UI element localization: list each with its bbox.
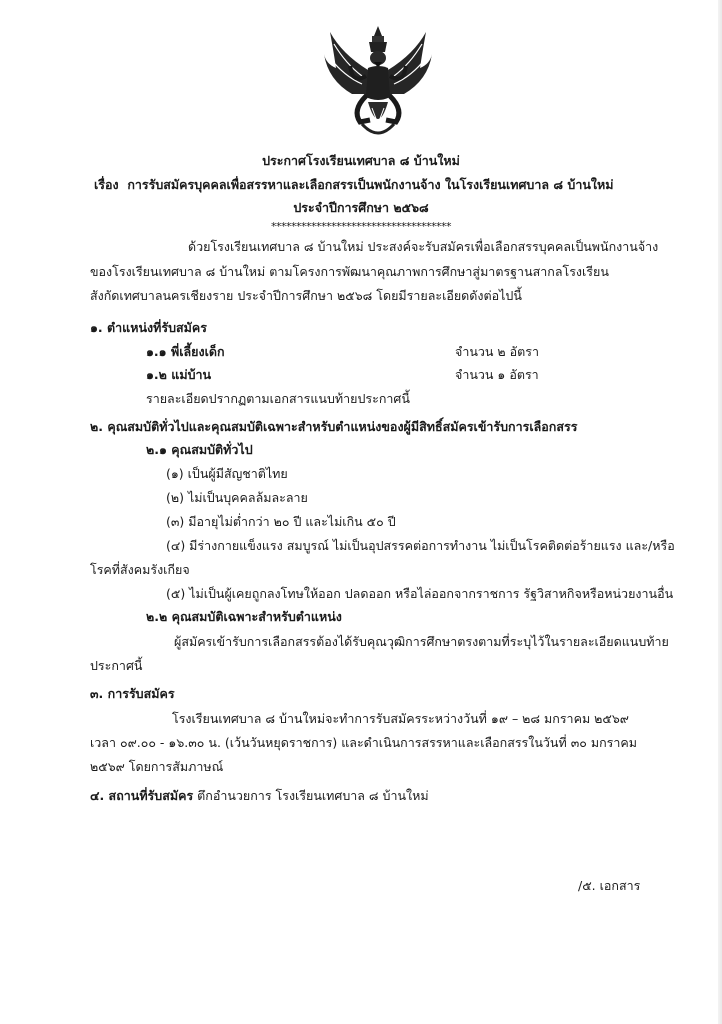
qualification-item-4-cont: โรคที่สังคมรังเกียจ — [90, 562, 190, 577]
section-2-1-heading: ๒.๑ คุณสมบัติทั่วไป — [146, 442, 253, 457]
qualification-item-2: (๒) ไม่เป็นบุคคลล้มละลาย — [166, 490, 308, 505]
intro-line-1: ด้วยโรงเรียนเทศบาล ๘ บ้านใหม่ ประสงค์จะรับสมัครเพื่อเลือกสรรบุคคลเป็นพนักงานจ้าง — [188, 239, 659, 254]
garuda-emblem-icon — [322, 24, 434, 142]
section-2-2-line-1: ผู้สมัครเข้ารับการเลือกสรรต้องได้รับคุณวุฒิการศึกษาตรงตามที่ระบุไว้ในรายละเอียดแนบท้าย — [174, 634, 669, 649]
section-1-heading: ๑. ตำแหน่งที่รับสมัคร — [90, 320, 207, 335]
section-2-heading: ๒. คุณสมบัติทั่วไปและคุณสมบัติเฉพาะสำหรับตำแหน่งของผู้มีสิทธิ์สมัครเข้ารับการเลือกสรร — [90, 419, 578, 434]
qualification-item-5: (๕) ไม่เป็นผู้เคยถูกลงโทษให้ออก ปลดออก หรือไล่ออกจากราชการ รัฐวิสาหกิจหรือหน่วยงานอื่น — [166, 586, 674, 601]
section-4-line — [90, 788, 429, 804]
academic-year-line: ประจำปีการศึกษา ๒๕๖๘ — [293, 200, 429, 215]
subject-text: การรับสมัครบุคคลเพื่อสรรหาและเลือกสรรเป็นพนักงานจ้าง ในโรงเรียนเทศบาล ๘ บ้านใหม่ — [127, 177, 614, 192]
position-2-amount: จำนวน ๑ อัตรา — [455, 367, 539, 382]
section-3-heading: ๓. การรับสมัคร — [90, 686, 175, 701]
position-2-label: ๑.๒ แม่บ้าน — [146, 367, 212, 382]
announcement-title: ประกาศโรงเรียนเทศบาล ๘ บ้านใหม่ — [262, 153, 460, 168]
qualification-item-4: (๔) มีร่างกายแข็งแรง สมบูรณ์ ไม่เป็นอุปสรรคต่อการทำงาน ไม่เป็นโรคติดต่อร้ายแรง และ/หรือ — [166, 538, 675, 553]
qualification-item-3: (๓) มีอายุไม่ต่ำกว่า ๒๐ ปี และไม่เกิน ๕๐ ปี — [166, 514, 396, 529]
section-3-line-3: ๒๕๖๙ โดยการสัมภาษณ์ — [90, 759, 224, 774]
positions-note: รายละเอียดปรากฏตามเอกสารแนบท้ายประกาศนี้ — [146, 391, 410, 406]
subject-line — [94, 177, 613, 193]
intro-line-3: สังกัดเทศบาลนครเชียงราย ประจำปีการศึกษา ๒๕๖๘ โดยมีรายละเอียดดังต่อไปนี้ — [90, 288, 522, 303]
section-2-2-line-2: ประกาศนี้ — [90, 658, 143, 673]
separator-stars: ************************************ — [271, 220, 451, 233]
intro-line-2: ของโรงเรียนเทศบาล ๘ บ้านใหม่ ตามโครงการพัฒนาคุณภาพการศึกษาสู่มาตรฐานสากลโรงเรียน — [90, 264, 609, 279]
subject-prefix: เรื่อง — [94, 177, 119, 192]
scan-edge — [718, 0, 722, 1024]
qualification-item-1: (๑) เป็นผู้มีสัญชาติไทย — [166, 466, 288, 481]
position-1-amount: จำนวน ๒ อัตรา — [455, 344, 539, 359]
position-1-label: ๑.๑ พี่เลี้ยงเด็ก — [146, 344, 225, 359]
continued-marker: /๕. เอกสาร — [578, 878, 641, 893]
section-2-2-heading: ๒.๒ คุณสมบัติเฉพาะสำหรับตำแหน่ง — [146, 609, 342, 624]
section-3-line-1: โรงเรียนเทศบาล ๘ บ้านใหม่จะทำการรับสมัครระหว่างวันที่ ๑๙ – ๒๘ มกราคม ๒๕๖๙ — [172, 711, 629, 726]
section-4-heading: ๔. สถานที่รับสมัคร — [90, 788, 194, 803]
section-4-text: ตึกอำนวยการ โรงเรียนเทศบาล ๘ บ้านใหม่ — [197, 788, 429, 803]
section-3-line-2: เวลา ๐๙.๐๐ - ๑๖.๓๐ น. (เว้นวันหยุดราชการ) และดำเนินการสรรหาและเลือกสรรในวันที่ ๓๐ มกราคม — [90, 735, 637, 750]
